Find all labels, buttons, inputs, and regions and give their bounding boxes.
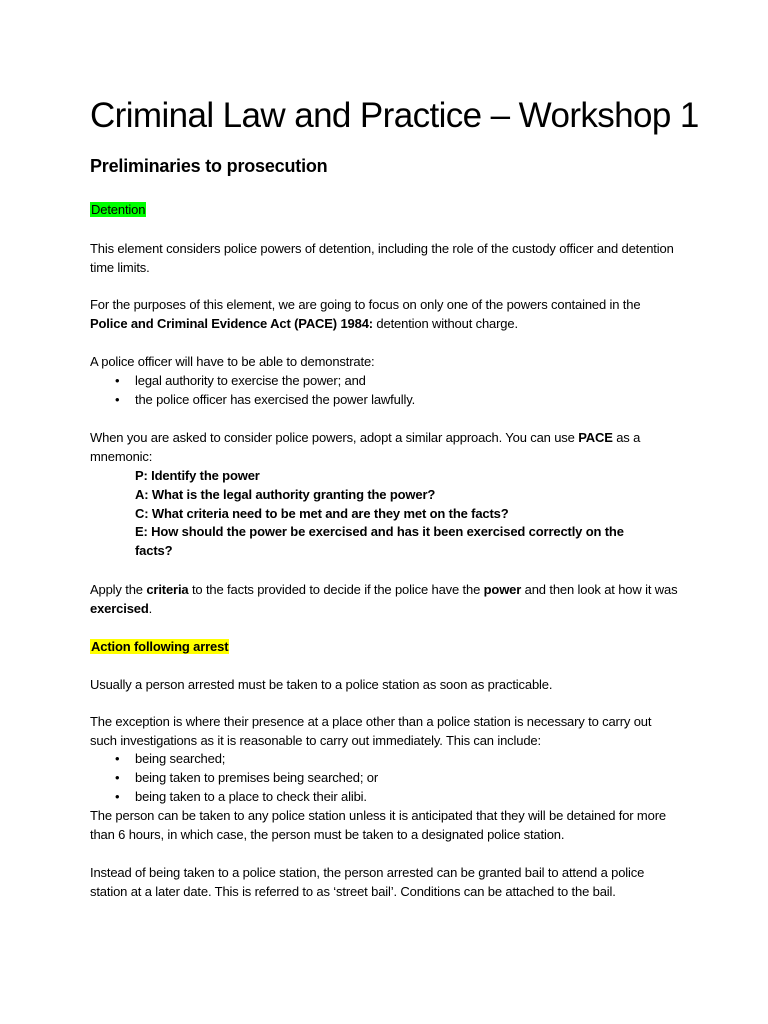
paragraph-exception: The exception is where their presence at a place other than a police station is necessary to carry out such investigations as it is reasonable to carry out immediately. This can include: (90, 714, 652, 748)
apply-text-2: to the facts provided to decide if the police have the (188, 582, 484, 597)
pace-mnemonic-list (135, 467, 645, 561)
list-item: • the police officer has exercised the power lawfully. (90, 391, 680, 410)
mnemonic-item-p: P: Identify the power (135, 468, 260, 483)
action-heading-line (90, 638, 680, 657)
mnemonic-item-e: E: How should the power be exercised and has it been exercised correctly on the facts? (135, 524, 624, 559)
demonstrate-list (90, 372, 680, 410)
apply-text-4: . (148, 600, 153, 616)
apply-text-1: Apply the (90, 582, 147, 597)
exception-list (90, 750, 680, 806)
pace-act-name: Police and Criminal Evidence Act (PACE) 1984: (90, 315, 373, 331)
paragraph-pace-approach (90, 429, 680, 467)
paragraph-pace-approach-text-1: When you are asked to consider police powers, adopt a similar approach. You can use (90, 430, 579, 445)
detention-heading-line (90, 201, 680, 220)
document-title: Criminal Law and Practice – Workshop 1 (90, 96, 699, 135)
list-item: • being taken to premises being searched; or (90, 769, 680, 788)
mnemonic-item-a: A: What is the legal authority granting the power? (135, 486, 436, 502)
document-subtitle: Preliminaries to prosecution (90, 156, 328, 176)
paragraph-pace-focus (90, 296, 680, 334)
paragraph-designated-station: The person can be taken to any police station unless it is anticipated that they will be detained for more than 6 hours, in which case, the person must be taken to a designated police station. (90, 808, 666, 842)
mnemonic-item-c: C: What criteria need to be met and are they met on the facts? (135, 505, 509, 521)
action-heading: Action following arrest (91, 639, 229, 654)
list-item: • being taken to a place to check their alibi. (90, 788, 680, 807)
paragraph-usually: Usually a person arrested must be taken to a police station as soon as practicable. (90, 677, 553, 692)
list-item: • legal authority to exercise the power; and (90, 372, 680, 391)
apply-bold-exercised: exercised (90, 600, 149, 616)
paragraph-detention-intro: This element considers police powers of detention, including the role of the custody officer and detention time limits. (90, 241, 674, 275)
list-item: • being searched; (90, 750, 680, 769)
paragraph-pace-focus-text-1: For the purposes of this element, we are going to focus on only one of the powers contained in the (90, 297, 641, 312)
paragraph-apply-criteria (90, 581, 680, 619)
pace-mnemonic-word: PACE (578, 430, 613, 445)
apply-bold-power: power (483, 582, 522, 597)
paragraph-pace-approach-text-2: as a mnemonic: (90, 430, 641, 464)
paragraph-street-bail: Instead of being taken to a police station, the person arrested can be granted bail to attend a police station at a later date. This is referred to as ‘street bail’. Conditions can be attached to the bail. (90, 865, 645, 899)
detention-heading: Detention (91, 202, 146, 217)
apply-text-3: and then look at how it was (521, 582, 678, 597)
apply-bold-criteria: criteria (146, 582, 189, 597)
paragraph-demonstrate: A police officer will have to be able to demonstrate: (90, 354, 375, 369)
paragraph-pace-focus-text-2: detention without charge. (372, 315, 518, 331)
